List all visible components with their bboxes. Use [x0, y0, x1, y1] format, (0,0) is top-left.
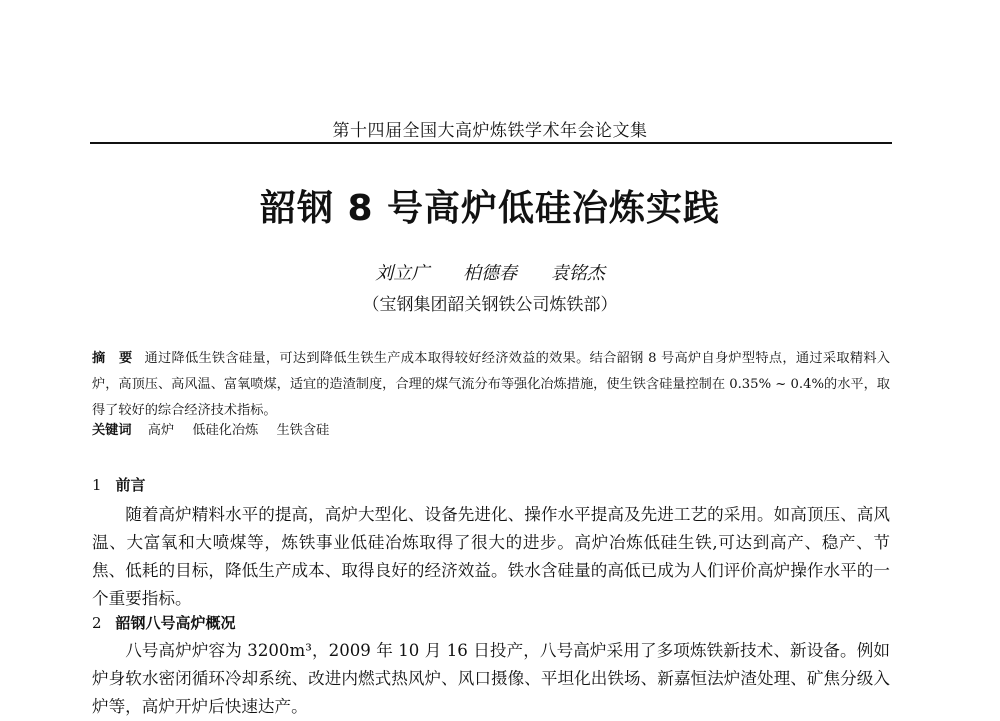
keyword: 高炉: [147, 423, 175, 438]
section-heading: [92, 474, 146, 495]
abstract: [92, 346, 890, 424]
abstract-label: 摘 要: [92, 351, 133, 366]
section-title: 韶钢八号高炉概况: [115, 614, 236, 632]
keywords-label: 关键词: [92, 423, 132, 438]
keyword: 生铁含硅: [276, 423, 330, 438]
paper-title: 韶钢 8 号高炉低硅冶炼实践: [259, 188, 721, 229]
author-affiliation: （宝钢集团韶关钢铁公司炼铁部）: [362, 295, 618, 315]
abstract-text: 通过降低生铁含硅量，可达到降低生铁生产成本取得较好经济效益的效果。结合韶钢 8 号高炉自身炉型特点，通过采取精料入炉，高顶压、高风温、富氧喷煤，适宜的造渣制度，合理的煤气流分布等强化冶炼措施，使生铁含硅量控制在 0.35% ~ 0.4%的水平，取得了较好的综合经济技术指标。: [92, 351, 891, 418]
keyword: 低硅化冶炼: [192, 423, 259, 438]
header-rule: [90, 142, 892, 144]
author-name: 刘立广: [375, 263, 430, 284]
section-heading: [92, 612, 236, 633]
author-list: [90, 259, 890, 285]
running-header: 第十四届全国大高炉炼铁学术年会论文集: [332, 121, 648, 141]
author-name: 袁铭杰: [550, 263, 605, 284]
section-title: 前言: [115, 476, 146, 494]
author-name: 柏德春: [463, 263, 517, 284]
keywords: [92, 420, 890, 442]
section-paragraph: 八号高炉炉容为 3200m³，2009 年 10 月 16 日投产，八号高炉采用了多项炼铁新技术、新设备。例如炉身软水密闭循环冷却系统、改进内燃式热风炉、风口摄像、平坦化出铁场、新嘉恒法炉渣处理、矿焦分级入炉等，高炉开炉后快速达产。: [92, 641, 890, 716]
section-paragraph: 随着高炉精料水平的提高，高炉大型化、设备先进化、操作水平提高及先进工艺的采用。如高顶压、高风温、大富氧和大喷煤等，炼铁事业低硅冶炼取得了很大的进步。高炉冶炼低硅生铁,可达到高产、稳产、节焦、低耗的目标，降低生产成本、取得良好的经济效益。铁水含硅量的高低已成为人们评价高炉操作水平的一个重要指标。: [92, 505, 890, 608]
section-number: 1: [92, 476, 102, 494]
section-number: 2: [92, 614, 102, 632]
